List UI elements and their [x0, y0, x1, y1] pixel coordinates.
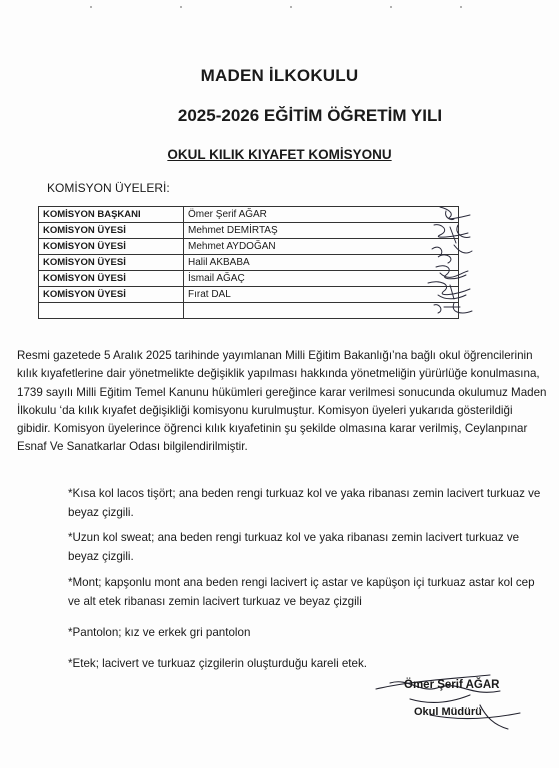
table-row [39, 255, 459, 271]
members-label: KOMİSYON ÜYELERİ: [47, 181, 170, 195]
members-table [38, 206, 459, 319]
school-title: MADEN İLKOKULU [200, 66, 359, 85]
member-name: Ömer Şerif AĞAR [184, 207, 459, 223]
list-item: *Etek; lacivert ve turkuaz çizgilerin oluşturduğu kareli etek. [68, 657, 367, 670]
member-role: KOMİSYON ÜYESİ [39, 223, 184, 239]
table-row [39, 303, 459, 319]
table-row [39, 207, 459, 223]
academic-year-title: 2025-2026 EĞİTİM ÖĞRETİM YILI [177, 106, 443, 125]
signature-title: Okul Müdürü [414, 706, 482, 718]
table-row [39, 239, 459, 255]
table-row [39, 287, 459, 303]
member-role [39, 303, 184, 319]
member-role: KOMİSYON BAŞKANI [39, 207, 184, 223]
scan-dots [90, 6, 470, 10]
member-name: Fırat DAL [184, 287, 459, 303]
body-paragraph: Resmi gazetede 5 Aralık 2025 tarihinde yayımlanan Milli Eğitim Bakanlığı’na bağlı okul öğrencilerinin kılık kıyafetlerine dair yönetmelikte değişiklik yapılması hakkında yönetmeliğin yürürlüğe konulmasına, 1739 sayılı Milli Eğitim Temel Kanunu hükümleri gereğince karar verilmesi sonucunda okulumuz Maden İlkokulu ‘da kılık kıyafet değişikliği komisyonu kurulmuştur. Komisyon üyeleri yukarıda gösterildiği gibidir. Komisyon üyelerince öğrenci kılık kıyafetinin şu şekilde olmasına karar verilmiş, Ceylanpınar Esnaf Ve Sanatkarlar Odası bilgilendirilmiştir. [17, 349, 547, 454]
table-row [39, 223, 459, 239]
list-item: *Pantolon; kız ve erkek gri pantolon [68, 626, 251, 639]
member-role: KOMİSYON ÜYESİ [39, 239, 184, 255]
member-name: Mehmet DEMİRTAŞ [184, 223, 459, 239]
principal-signature [370, 655, 530, 735]
table-row [39, 271, 459, 287]
list-item: *Mont; kapşonlu mont ana beden rengi lacivert iç astar ve kapüşon içi turkuaz astar kol cep ve alt etek ribanası zemin lacivert turkuaz ve beyaz çizgili [68, 576, 535, 608]
member-name: İsmail AĞAÇ [184, 271, 459, 287]
list-item: *Kısa kol lacos tişört; ana beden rengi turkuaz kol ve yaka ribanası zemin lacivert turkuaz ve beyaz çizgili. [68, 487, 541, 519]
member-role: KOMİSYON ÜYESİ [39, 255, 184, 271]
member-role: KOMİSYON ÜYESİ [39, 271, 184, 287]
member-name: Mehmet AYDOĞAN [184, 239, 459, 255]
member-name: Halil AKBABA [184, 255, 459, 271]
member-role: KOMİSYON ÜYESİ [39, 287, 184, 303]
commission-title: OKUL KILIK KIYAFET KOMİSYONU [167, 147, 392, 162]
list-item: *Uzun kol sweat; ana beden rengi turkuaz kol ve yaka ribanası zemin lacivert turkuaz ve beyaz çizgili. [68, 531, 520, 563]
member-signatures [410, 203, 480, 323]
signature-name: Ömer Şerif AĞAR [404, 679, 500, 691]
